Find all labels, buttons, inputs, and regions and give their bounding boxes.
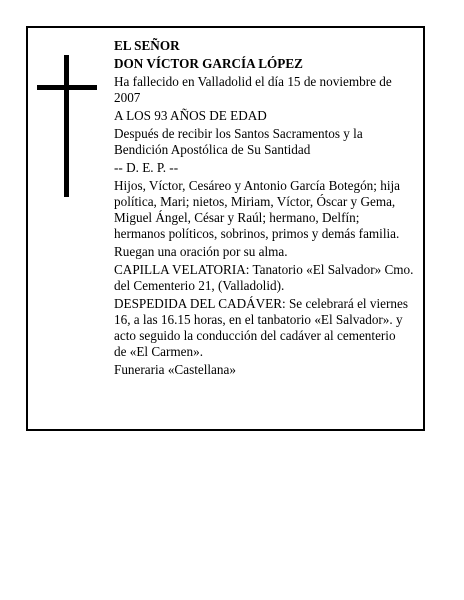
farewell-line-3: acto seguido la conducción del cadáver al cementerio [114,328,396,343]
farewell-line-2: 16, a las 16.15 horas, en el tanbatorio «El Salvador». y [114,312,403,327]
cross-icon [37,55,97,197]
family-line-3: Miguel Ángel, César y Raúl; hermano, Delfín; [114,210,360,225]
family-line-4: hermanos políticos, sobrinos, primos y demás familia. [114,226,400,241]
funeral-home-line: Funeraria «Castellana» [114,362,236,377]
farewell-line-1: DESPEDIDA DEL CADÁVER: Se celebrará el viernes [114,296,408,311]
chapel-line-1: CAPILLA VELATORIA: Tanatorio «El Salvador» Cmo. [114,262,414,277]
rip-line: -- D. E. P. -- [114,160,179,175]
age-line: A LOS 93 AÑOS DE EDAD [114,108,267,123]
title-line-1: EL SEÑOR [114,38,180,53]
sacraments-line-1: Después de recibir los Santos Sacramentos y la [114,126,363,141]
death-notice-line-1: Ha fallecido en Valladolid el día 15 de noviembre de [114,74,392,89]
deceased-name: DON VÍCTOR GARCÍA LÓPEZ [114,56,303,71]
death-notice-line-2: 2007 [114,90,141,105]
sacraments-line-2: Bendición Apostólica de Su Santidad [114,142,311,157]
chapel-line-2: del Cementerio 21, (Valladolid). [114,278,285,293]
family-line-1: Hijos, Víctor, Cesáreo y Antonio García Botegón; hija [114,178,401,193]
farewell-line-4: de «El Carmen». [114,344,203,359]
cross-vertical-bar [64,55,69,197]
obituary-text [114,38,428,378]
prayer-line: Ruegan una oración por su alma. [114,244,288,259]
family-line-2: política, Mari; nietos, Miriam, Víctor, Óscar y Gema, [114,194,396,209]
cross-horizontal-bar [37,85,97,90]
